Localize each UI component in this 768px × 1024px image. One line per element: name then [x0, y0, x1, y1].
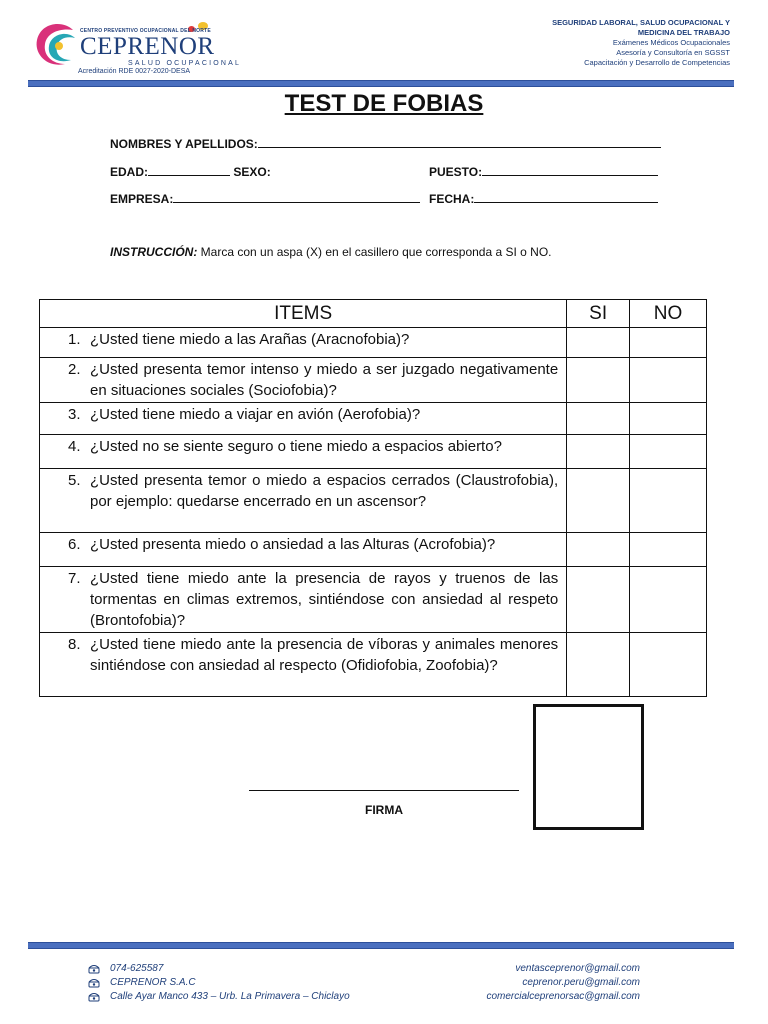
document-title: TEST DE FOBIAS — [284, 90, 484, 117]
item-question: ¿Usted tiene miedo a viajar en avión (Aerofobia)? — [90, 406, 421, 423]
table-row — [40, 358, 707, 403]
org-full-name: CENTRO PREVENTIVO OCUPACIONAL DEL NORTE — [80, 28, 211, 34]
footer-divider-bar — [28, 942, 734, 949]
item-number: 3. — [68, 406, 81, 423]
footer-row — [88, 976, 350, 990]
brand-subtitle: SALUD OCUPACIONAL — [128, 60, 242, 67]
field-line[interactable] — [474, 191, 658, 203]
item-question: ¿Usted tiene miedo a las Arañas (Aracnofobia)? — [90, 331, 410, 348]
table-row — [40, 567, 707, 633]
phobia-items-table — [39, 299, 707, 697]
answer-si-cell[interactable] — [567, 633, 630, 697]
item-number: 6. — [68, 536, 81, 553]
header-no: NO — [630, 300, 707, 328]
footer-emails — [486, 962, 640, 1004]
footer-email[interactable]: ventasceprenor@gmail.com — [515, 963, 640, 974]
field-empresa[interactable] — [110, 191, 420, 206]
item-number: 1. — [68, 331, 81, 348]
answer-si-cell[interactable] — [567, 567, 630, 633]
services-list — [552, 18, 730, 68]
item-question: ¿Usted tiene miedo ante la presencia de rayos y truenos de las tormentas en climas extremos, sintiéndose con ansiedad al respeto (Brontofobia)? — [90, 570, 559, 629]
instruction-label: INSTRUCCIÓN: — [110, 245, 198, 259]
field-nombres[interactable] — [110, 136, 661, 151]
answer-no-cell[interactable] — [630, 358, 707, 403]
item-number: 8. — [68, 636, 81, 653]
field-label: SEXO: — [233, 165, 271, 179]
accreditation-text: Acreditación RDE 0027-2020-DESA — [78, 68, 191, 75]
item-number: 4. — [68, 438, 81, 455]
table-row — [40, 328, 707, 358]
answer-si-cell[interactable] — [567, 358, 630, 403]
field-label: EMPRESA: — [110, 192, 174, 206]
field-line[interactable] — [482, 164, 658, 176]
item-question: ¿Usted presenta temor intenso y miedo a ser juzgado negativamente en situaciones sociales (Sociofobia)? — [90, 361, 559, 399]
answer-no-cell[interactable] — [630, 533, 707, 567]
footer-contact — [88, 962, 350, 1004]
footer-row — [88, 990, 350, 1004]
footer-row — [88, 962, 350, 976]
field-label: EDAD: — [110, 165, 148, 179]
footer-phone: 074-625587 — [110, 963, 164, 974]
table-row — [40, 469, 707, 533]
phone-icon — [88, 978, 100, 988]
item-question: ¿Usted tiene miedo ante la presencia de víboras y animales menores sintiéndose con ansiedad al respecto (Ofidiofobia, Zoofobia)? — [90, 636, 559, 674]
answer-si-cell[interactable] — [567, 469, 630, 533]
field-edad[interactable] — [110, 164, 271, 179]
phone-icon — [88, 964, 100, 974]
item-number: 2. — [68, 361, 81, 378]
answer-no-cell[interactable] — [630, 567, 707, 633]
field-label: PUESTO: — [429, 165, 483, 179]
signature-line[interactable] — [249, 790, 519, 791]
field-line[interactable] — [173, 191, 420, 203]
service-line: MEDICINA DEL TRABAJO — [637, 28, 730, 37]
item-question: ¿Usted presenta miedo o ansiedad a las Alturas (Acrofobia)? — [90, 536, 496, 553]
header-items: ITEMS — [40, 300, 567, 328]
brand-name: CEPRENOR — [80, 33, 215, 60]
answer-si-cell[interactable] — [567, 403, 630, 435]
answer-no-cell[interactable] — [630, 469, 707, 533]
header-si: SI — [567, 300, 630, 328]
service-line: Asesoría y Consultoría en SGSST — [616, 48, 730, 57]
footer-address: Calle Ayar Manco 433 – Urb. La Primavera – Chiclayo — [110, 991, 350, 1002]
answer-si-cell[interactable] — [567, 328, 630, 358]
item-number: 7. — [68, 570, 81, 587]
item-question: ¿Usted presenta temor o miedo a espacios cerrados (Claustrofobia), por ejemplo: quedarse encerrado en un ascensor? — [90, 472, 559, 510]
answer-no-cell[interactable] — [630, 328, 707, 358]
field-line[interactable] — [258, 136, 661, 148]
fingerprint-box[interactable] — [533, 704, 644, 830]
field-puesto[interactable] — [429, 164, 658, 179]
footer-company: CEPRENOR S.A.C — [110, 977, 196, 988]
service-line: Capacitación y Desarrollo de Competencias — [584, 58, 730, 67]
table-row — [40, 533, 707, 567]
item-question: ¿Usted no se siente seguro o tiene miedo a espacios abierto? — [90, 438, 502, 455]
answer-no-cell[interactable] — [630, 435, 707, 469]
instruction — [110, 245, 552, 259]
signature-label: FIRMA — [365, 803, 403, 817]
answer-no-cell[interactable] — [630, 403, 707, 435]
phone-icon — [88, 992, 100, 1002]
answer-si-cell[interactable] — [567, 435, 630, 469]
footer-email[interactable]: comercialceprenorsac@gmail.com — [486, 991, 640, 1002]
table-row — [40, 633, 707, 697]
table-row — [40, 435, 707, 469]
field-line[interactable] — [148, 164, 230, 176]
instruction-text: Marca con un aspa (X) en el casillero que corresponda a SI o NO. — [197, 245, 552, 259]
answer-si-cell[interactable] — [567, 533, 630, 567]
header-divider-bar — [28, 80, 734, 87]
service-line: Exámenes Médicos Ocupacionales — [612, 38, 730, 47]
field-fecha[interactable] — [429, 191, 658, 206]
field-label: NOMBRES Y APELLIDOS: — [110, 137, 258, 151]
table-row — [40, 403, 707, 435]
field-label: FECHA: — [429, 192, 475, 206]
footer-email[interactable]: ceprenor.peru@gmail.com — [522, 977, 640, 988]
ceprenor-logo-icon — [33, 20, 81, 72]
item-number: 5. — [68, 472, 81, 489]
table-header-row — [40, 300, 707, 328]
answer-no-cell[interactable] — [630, 633, 707, 697]
service-line: SEGURIDAD LABORAL, SALUD OCUPACIONAL Y — [552, 18, 730, 27]
